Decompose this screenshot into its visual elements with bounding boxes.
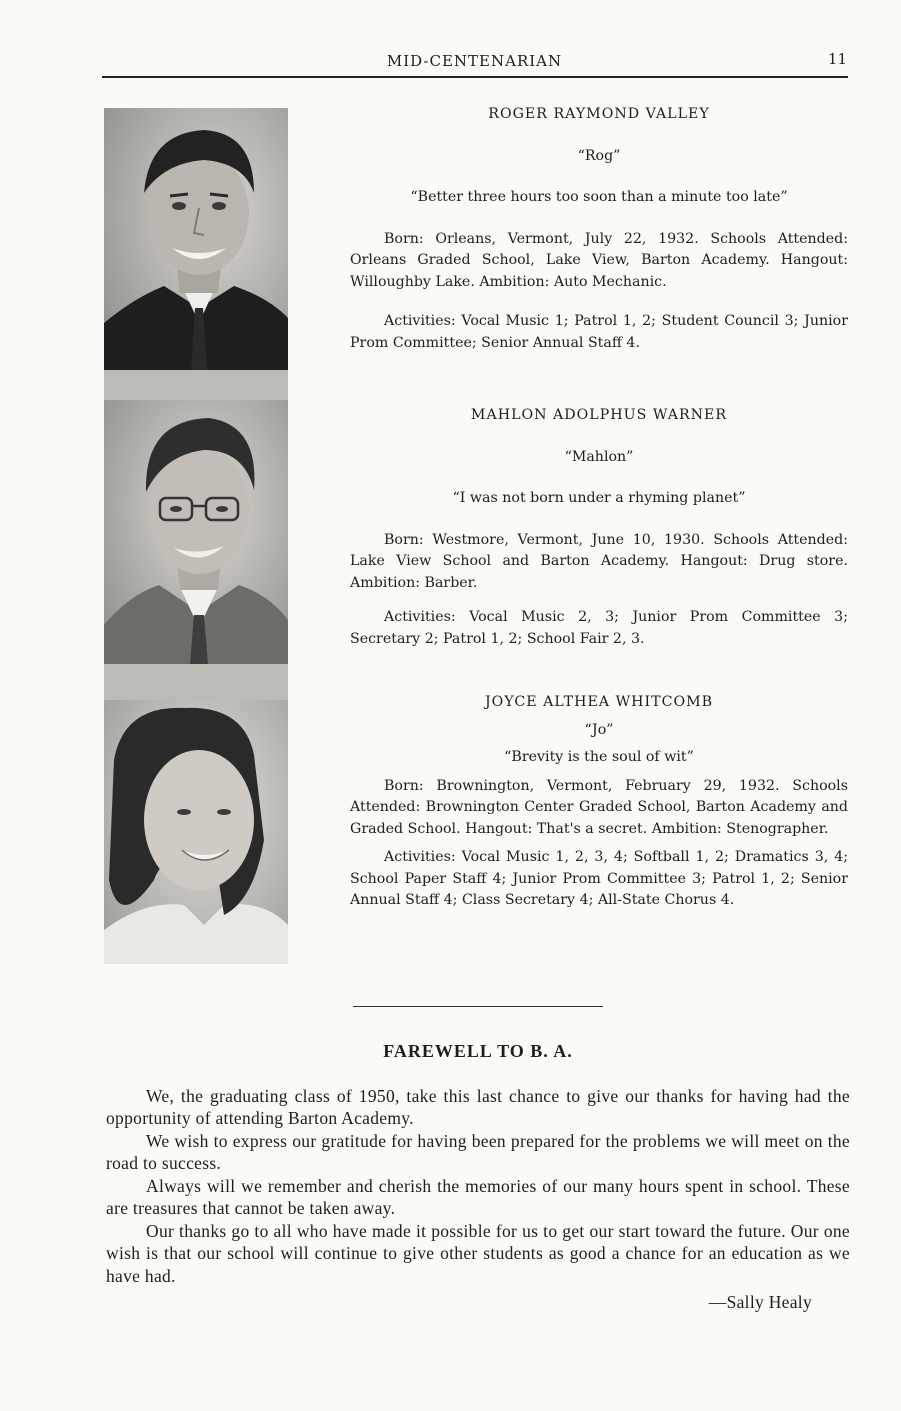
student-bio: Born: Brownington, Vermont, February 29, 1932. Schools Attended: Brownington Center Graded School, Barton Academy and Graded School. Hangout: That's a secret. Ambition: Stenographer. [350, 777, 848, 837]
portrait-column [104, 108, 288, 964]
student-name: ROGER RAYMOND VALLEY [488, 106, 710, 122]
header-rule [102, 76, 848, 78]
student-motto: “I was not born under a rhyming planet” [452, 490, 746, 506]
portrait-joyce-whitcomb [104, 700, 288, 964]
page-number: 11 [827, 50, 847, 68]
farewell-paragraph: Always will we remember and cherish the memories of our many hours spent in school. These are treasures that cannot be taken away. [106, 1175, 850, 1218]
page-header [102, 48, 847, 72]
farewell-paragraph: We wish to express our gratitude for having been prepared for the problems we will meet on the road to success. [106, 1130, 850, 1173]
student-activities: Activities: Vocal Music 2, 3; Junior Prom Committee 3; Secretary 2; Patrol 1, 2; School Fair 2, 3. [350, 609, 848, 647]
student-entry-mahlon [350, 405, 848, 650]
portrait-mahlon-warner [104, 400, 288, 664]
farewell-paragraph: We, the graduating class of 1950, take this last chance to give our thanks for having had the opportunity of attending Barton Academy. [106, 1085, 850, 1128]
student-entry-joyce [350, 692, 848, 912]
student-name: MAHLON ADOLPHUS WARNER [470, 407, 728, 423]
farewell-paragraph: Our thanks go to all who have made it possible for us to get our start toward the future. Our one wish is that our school will continue to give other students as good a chance for an education as we have had. [106, 1220, 850, 1286]
portrait-roger-valley [104, 108, 288, 370]
student-bio: Born: Orleans, Vermont, July 22, 1932. Schools Attended: Orleans Graded School, Lake View, Barton Academy. Hangout: Willoughby Lake. Ambition: Auto Mechanic. [350, 230, 848, 290]
student-nickname: “Mahlon” [564, 448, 634, 465]
student-motto: “Brevity is the soul of wit” [504, 749, 694, 765]
student-nickname: “Jo” [584, 721, 614, 738]
student-name: JOYCE ALTHEA WHITCOMB [484, 694, 714, 710]
student-entry-roger [350, 104, 848, 354]
farewell-signature: —Sally Healy [708, 1292, 812, 1312]
farewell-section [106, 1040, 850, 1314]
student-nickname: “Rog” [577, 147, 621, 164]
section-divider [353, 1006, 603, 1007]
student-bio: Born: Westmore, Vermont, June 10, 1930. Schools Attended: Lake View School and Barton Academy. Hangout: Drug store. Ambition: Barber. [350, 531, 848, 591]
student-motto: “Better three hours too soon than a minute too late” [410, 189, 788, 205]
student-activities: Activities: Vocal Music 1, 2, 3, 4; Softball 1, 2; Dramatics 3, 4; School Paper Staff 4; Junior Prom Committee 3; Patrol 1, 2; Senior Annual Staff 4; Class Secretary 4; All-State Chorus 4. [350, 849, 848, 908]
student-activities: Activities: Vocal Music 1; Patrol 1, 2; Student Council 3; Junior Prom Committee; Senior Annual Staff 4. [350, 313, 848, 351]
farewell-title: FAREWELL TO B. A. [383, 1041, 573, 1061]
running-title: MID-CENTENARIAN [386, 52, 563, 70]
